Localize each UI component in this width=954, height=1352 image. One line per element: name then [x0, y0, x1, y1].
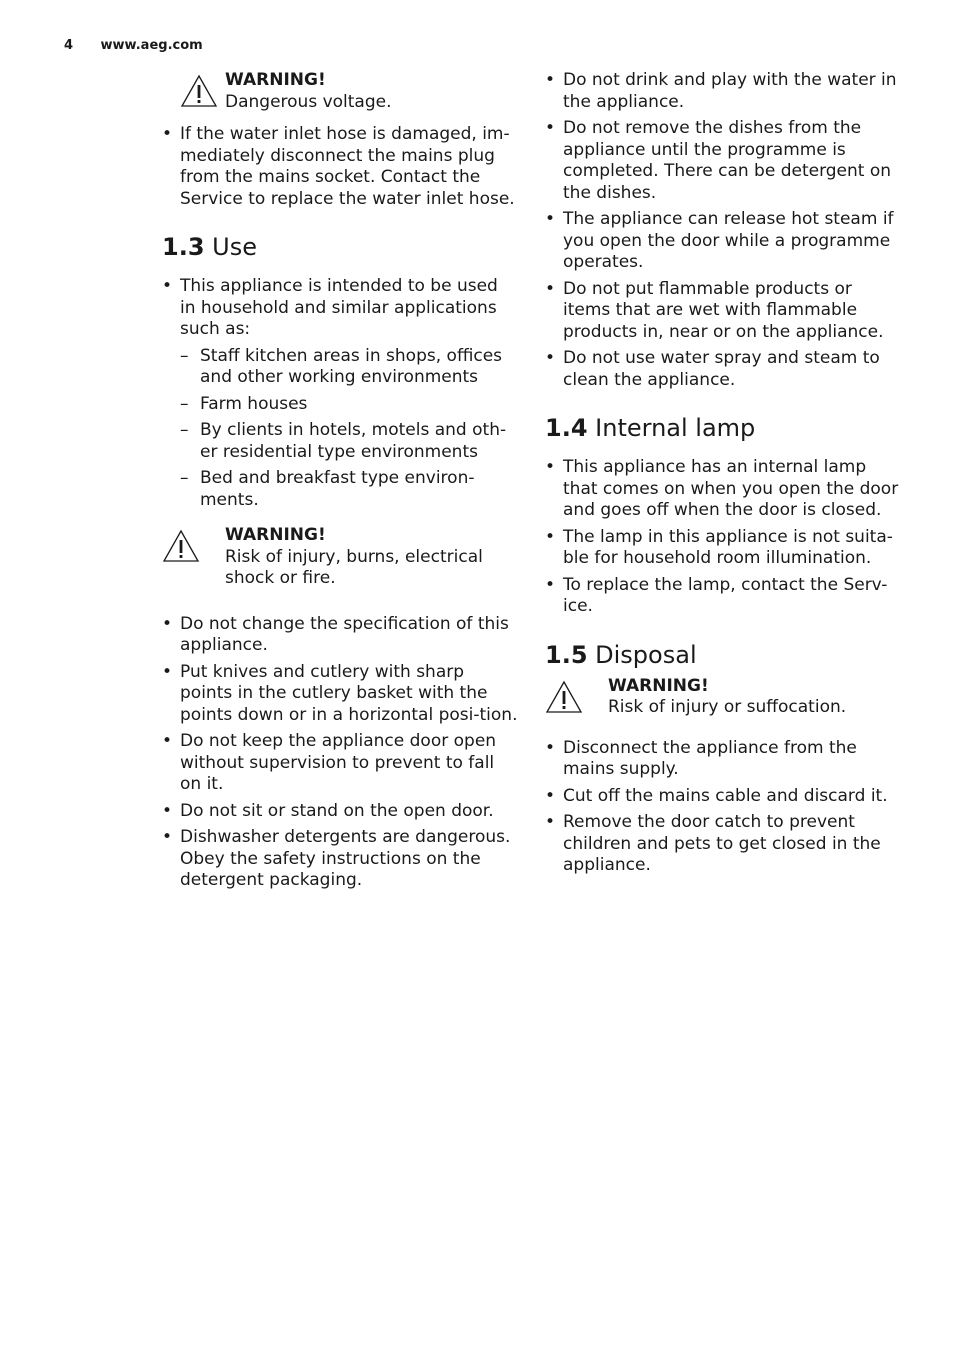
page-header — [64, 38, 203, 53]
list-item: • Do not keep the appliance door open without supervision to prevent to fall on it. — [162, 731, 518, 796]
list-item: • Remove the door catch to prevent children and pets to get closed in the appliance. — [545, 812, 901, 877]
section-heading-disposal — [545, 640, 901, 670]
warning-risk-suffocation — [545, 676, 901, 720]
list-item: • Disconnect the appliance from the mains supply. — [545, 738, 901, 781]
list-item: – Staff kitchen areas in shops, offices and other working environments — [162, 346, 518, 389]
section-title: Internal lamp — [595, 414, 756, 442]
list-item: – Bed and breakfast type environ-ments. — [162, 468, 518, 511]
warning-title: WARNING! — [225, 525, 326, 545]
list-item: • Cut off the mains cable and discard it. — [545, 786, 901, 808]
list-item: – By clients in hotels, motels and oth-er residential type environments — [162, 420, 518, 463]
section-title: Use — [212, 233, 257, 261]
list-item: • Do not use water spray and steam to clean the appliance. — [545, 348, 901, 391]
warning-risk-injury-burns — [162, 525, 518, 590]
section-title: Disposal — [595, 640, 697, 669]
bullet-list — [162, 124, 518, 210]
list-item: • Do not sit or stand on the open door. — [162, 801, 518, 823]
warning-text: Risk of injury, burns, electrical shock or fire. — [225, 546, 483, 588]
section-number: 1.3 — [162, 233, 205, 261]
left-column — [162, 70, 518, 897]
bullet-list — [545, 457, 901, 618]
section-heading-use — [162, 232, 518, 262]
warning-dangerous-voltage — [162, 70, 518, 114]
list-item: • This appliance is intended to be used in household and similar applications such as: — [162, 276, 518, 341]
list-item: • If the water inlet hose is damaged, im-mediately disconnect the mains plug from the mains socket. Contact the Service to replace the water inlet hose. — [162, 124, 518, 210]
list-item: – Farm houses — [162, 394, 518, 416]
bullet-list — [545, 738, 901, 877]
warning-title: WARNING! — [225, 70, 326, 90]
bullet-list — [162, 614, 518, 892]
list-item: • Do not drink and play with the water in the appliance. — [545, 70, 901, 113]
warning-triangle-icon — [545, 680, 583, 714]
warning-triangle-icon — [180, 74, 218, 108]
bullet-list — [162, 276, 518, 341]
bullet-list — [545, 70, 901, 391]
right-column — [545, 70, 901, 882]
list-item: • Do not put flammable products or items that are wet with flammable products in, near or on the appliance. — [545, 279, 901, 344]
page-number: 4 — [64, 38, 74, 53]
section-number: 1.5 — [545, 640, 588, 669]
warning-title: WARNING! — [608, 675, 709, 696]
list-item: • To replace the lamp, contact the Serv-ice. — [545, 575, 901, 618]
section-heading-internal-lamp — [545, 413, 901, 443]
list-item: • This appliance has an internal lamp that comes on when you open the door and goes off when the door is closed. — [545, 457, 901, 522]
warning-text: Risk of injury or suffocation. — [608, 697, 847, 717]
list-item: • The lamp in this appliance is not suita-ble for household room illumination. — [545, 527, 901, 570]
warning-text: Dangerous voltage. — [225, 91, 392, 112]
list-item: • Put knives and cutlery with sharp points in the cutlery basket with the points down or in a horizontal posi-tion. — [162, 662, 518, 727]
list-item: • The appliance can release hot steam if you open the door while a programme operates. — [545, 209, 901, 274]
site-url: www.aeg.com — [100, 38, 203, 53]
list-item: • Do not change the specification of this appliance. — [162, 614, 518, 657]
list-item: • Do not remove the dishes from the appliance until the programme is completed. There can be detergent on the dishes. — [545, 118, 901, 204]
section-number: 1.4 — [545, 414, 588, 442]
dash-list — [162, 346, 518, 512]
list-item: • Dishwasher detergents are dangerous. Obey the safety instructions on the detergent packaging. — [162, 827, 518, 892]
warning-triangle-icon — [162, 529, 200, 563]
